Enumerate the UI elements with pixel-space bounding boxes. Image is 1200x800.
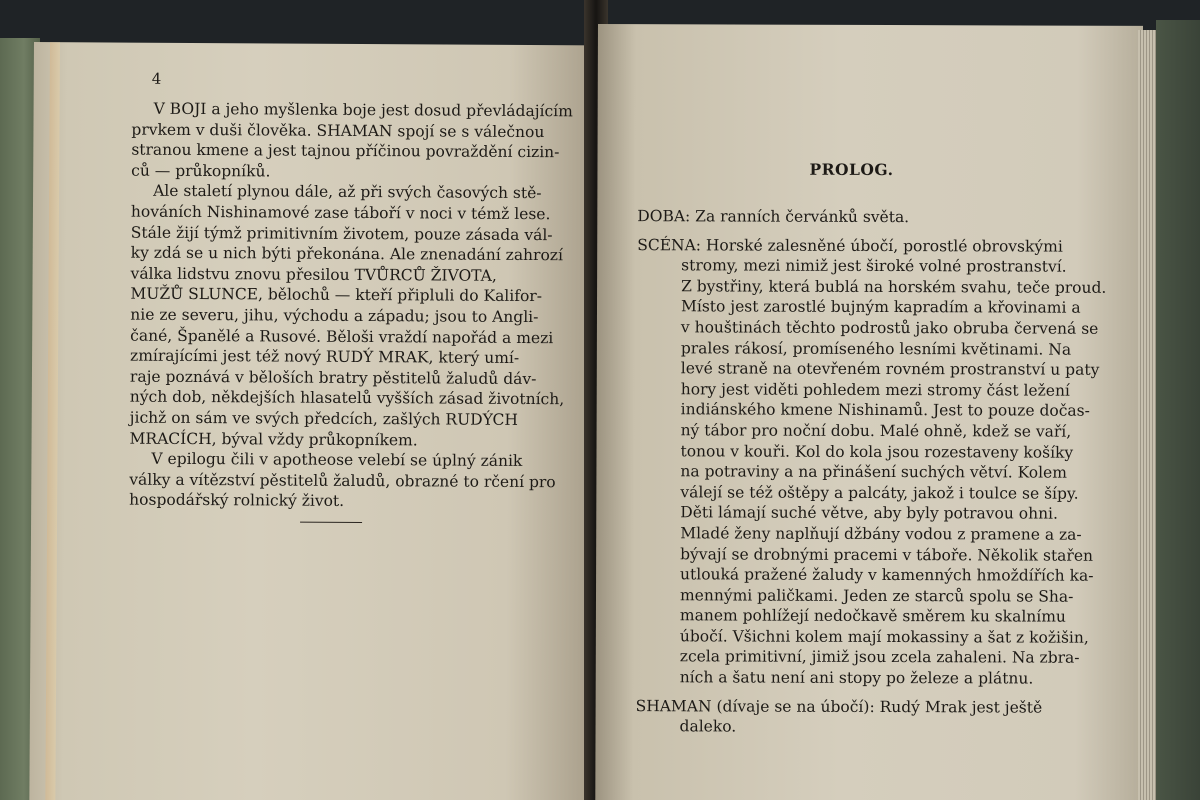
text-line: Z bystřiny, která bublá na horském svahu, teče proud.: [681, 277, 1107, 297]
text-line: levé straně na otevřeném rovném prostranství u paty: [680, 359, 1100, 379]
text-line: DOBA: Za ranních červánků světa.: [637, 207, 910, 227]
text-line: válejí se též oštěpy a palcáty, jakož i toulce se šípy.: [680, 483, 1079, 503]
text-line: hováních Nishinamové zase táboří v noci v témž lese.: [130, 202, 551, 224]
text-line: stranou kmene a jest tajnou příčinou povraždění cizin-: [131, 140, 560, 162]
text-line: v houštinách těchto podrostů jako obruba červená se: [680, 318, 1099, 338]
text-line: Děti lámají suché větve, aby byly potravou ohni.: [680, 503, 1058, 523]
text-line: zcela primitivní, jimiž jsou zcela zahaleni. Na zbra-: [679, 647, 1080, 668]
left-page-text: [129, 99, 572, 514]
text-line: MRACÍCH, býval vždy průkopníkem.: [129, 429, 418, 449]
text-line: zmírajícími jest též nový RUDÝ MRAK, který umí-: [130, 346, 520, 368]
text-line: ných dob, někdejších hlasatelů vyšších zásad životních,: [129, 387, 565, 409]
text-line: Mladé ženy naplňují džbány vodou z pramene a za-: [680, 524, 1082, 544]
prolog-heading: PROLOG.: [809, 159, 894, 180]
text-line: raje poznává v běloších bratry pěstitelů žaludů dáv-: [129, 367, 537, 388]
right-page-text: [636, 206, 1108, 738]
text-line: bývají se drobnými pracemi v táboře. Několik stařen: [680, 544, 1094, 565]
text-line: manem pohlížejí nedočkavě směrem ku skalnímu: [679, 606, 1066, 626]
text-line: válka lidstvu znovu přesilou TVŮRCŮ ŽIVOTA,: [130, 264, 497, 285]
text-line: války a vítězství pěstitelů žaludů, obrazné to rčení pro: [129, 470, 556, 491]
text-line: tonou v kouři. Kol do kola jsou rozestaveny košíky: [680, 441, 1074, 462]
text-line: ný tábor pro noční dobu. Malé ohně, kdež se vaří,: [680, 421, 1072, 441]
section-divider: [300, 522, 362, 523]
book-cover-right: [1156, 20, 1200, 800]
text-line: MUŽŮ SLUNCE, bělochů — kteří připluli do Kalifor-: [130, 284, 543, 306]
text-line: V BOJI a jeho myšlenka boje jest dosud převládajícím: [153, 99, 573, 121]
text-line: Stále žijí týmž primitivním životem, pouze zásada vál-: [130, 223, 553, 244]
text-line: Místo jest zarostlé bujným kapradím a křovinami a: [680, 297, 1081, 318]
text-line: ky zdá se u nich býti překonána. Ale znenadání zahrozí: [130, 243, 563, 265]
page-edge-stain: [45, 42, 60, 800]
left-page: [29, 42, 594, 800]
text-line: úbočí. Všichni kolem mají mokassiny a šat z kožišin,: [679, 627, 1089, 647]
text-line: utlouká pražené žaludy v kamenných hmoždířích ka-: [680, 565, 1094, 585]
text-line: na potraviny a na přinášení suchých větví. Kolem: [680, 462, 1067, 482]
text-line: ních a šatu není ani stopy po železe a plátnu.: [679, 668, 1034, 688]
text-line: SCÉNA: Horské zalesněné úbočí, porostlé obrovskými: [637, 235, 1063, 256]
text-line: mennými paličkami. Jeden ze starců spolu se Sha-: [679, 585, 1074, 606]
text-line: indiánského kmene Nishinamů. Jest to pouze dočas-: [680, 400, 1090, 421]
text-line: Ale staletí plynou dále, až při svých časových stě-: [153, 182, 542, 203]
page-stack-edge: [1138, 30, 1158, 800]
text-line: prales rákosí, promíseného lesními květinami. Na: [680, 338, 1072, 359]
text-line: SHAMAN (dívaje se na úbočí): Rudý Mrak jest ještě: [635, 696, 1043, 717]
text-line: jichž on sám ve svých předcích, zašlých RUDÝCH: [129, 408, 519, 429]
text-line: nie ze severu, jihu, východu a západu; jsou to Angli-: [130, 305, 539, 327]
text-line: hory jest viděti pohledem mezi stromy část ležení: [680, 380, 1070, 400]
text-line: hospodářský rolnický život.: [129, 490, 345, 511]
right-page: [595, 24, 1143, 800]
page-number: 4: [151, 69, 162, 88]
text-line: čané, Španělé a Rusové. Běloši vraždí napořád a mezi: [130, 326, 554, 347]
text-line: ců — průkopníků.: [131, 161, 271, 181]
text-line: V epilogu čili v apotheose velebí se úplný zánik: [151, 449, 523, 471]
text-line: stromy, mezi nimiž jest široké volné prostranství.: [681, 256, 1067, 276]
text-line: daleko.: [679, 717, 737, 736]
text-line: prvkem v duši člověka. SHAMAN spojí se s válečnou: [131, 120, 545, 141]
